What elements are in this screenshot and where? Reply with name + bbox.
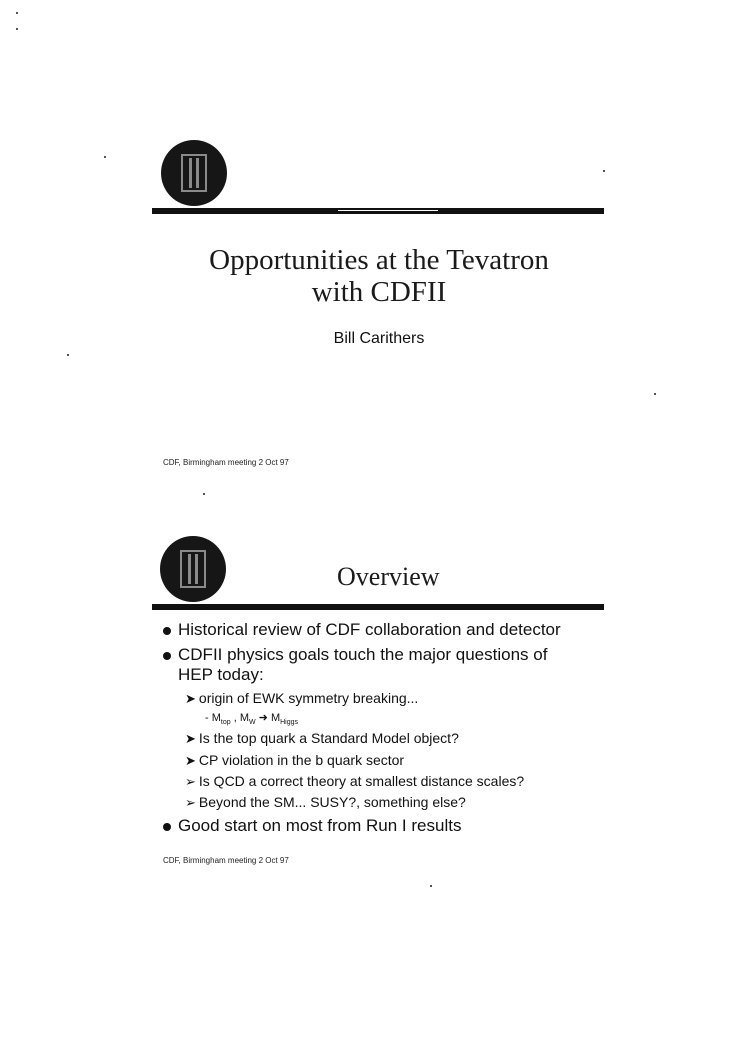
cdf-logo — [160, 536, 226, 602]
arrow-bullet-icon: ➤ — [185, 731, 196, 746]
scan-speck — [67, 354, 69, 356]
logo-mark-icon — [181, 154, 207, 192]
cdf-logo — [161, 140, 227, 206]
overview-title: Overview — [337, 562, 440, 591]
scan-speck — [16, 12, 18, 14]
scan-speck — [104, 156, 106, 158]
scan-speck — [203, 493, 205, 495]
sub-item: ➤ origin of EWK symmetry breaking... — [185, 690, 419, 706]
author-name: Bill Carithers — [333, 330, 425, 347]
scan-speck — [603, 170, 605, 172]
bullet-dot-icon — [163, 652, 171, 660]
header-rule — [152, 208, 604, 214]
bullet-dot-icon — [163, 627, 171, 635]
slide-title — [150, 244, 608, 308]
arrow-bullet-icon: ➢ — [185, 774, 196, 789]
arrow-bullet-icon: ➤ — [185, 753, 196, 768]
bullet-dot-icon — [163, 823, 171, 831]
header-rule — [152, 604, 604, 610]
scan-speck — [430, 885, 432, 887]
slide-footer: CDF, Birmingham meeting 2 Oct 97 — [163, 856, 289, 865]
title-line-1: Opportunities at the Tevatron — [209, 244, 549, 276]
sub-item: ➢ Is QCD a correct theory at smallest distance scales? — [185, 773, 525, 789]
scan-speck — [654, 393, 656, 395]
logo-mark-icon — [180, 550, 206, 588]
scan-speck — [16, 28, 18, 30]
sub-item: ➤ Is the top quark a Standard Model object? — [185, 730, 459, 746]
sub-item: ➤ CP violation in the b quark sector — [185, 752, 405, 768]
arrow-bullet-icon: ➤ — [185, 691, 196, 706]
slide-footer: CDF, Birmingham meeting 2 Oct 97 — [163, 458, 289, 467]
sub-item: ➢ Beyond the SM... SUSY?, something else? — [185, 794, 466, 810]
arrow-bullet-icon: ➢ — [185, 795, 196, 810]
title-line-2: with CDFII — [311, 276, 447, 308]
mass-relation: - $M_{top}$ , $M_W$ ➜ $M_{Higgs}$ — [205, 712, 299, 727]
implies-arrow-icon: ➜ — [258, 712, 268, 724]
